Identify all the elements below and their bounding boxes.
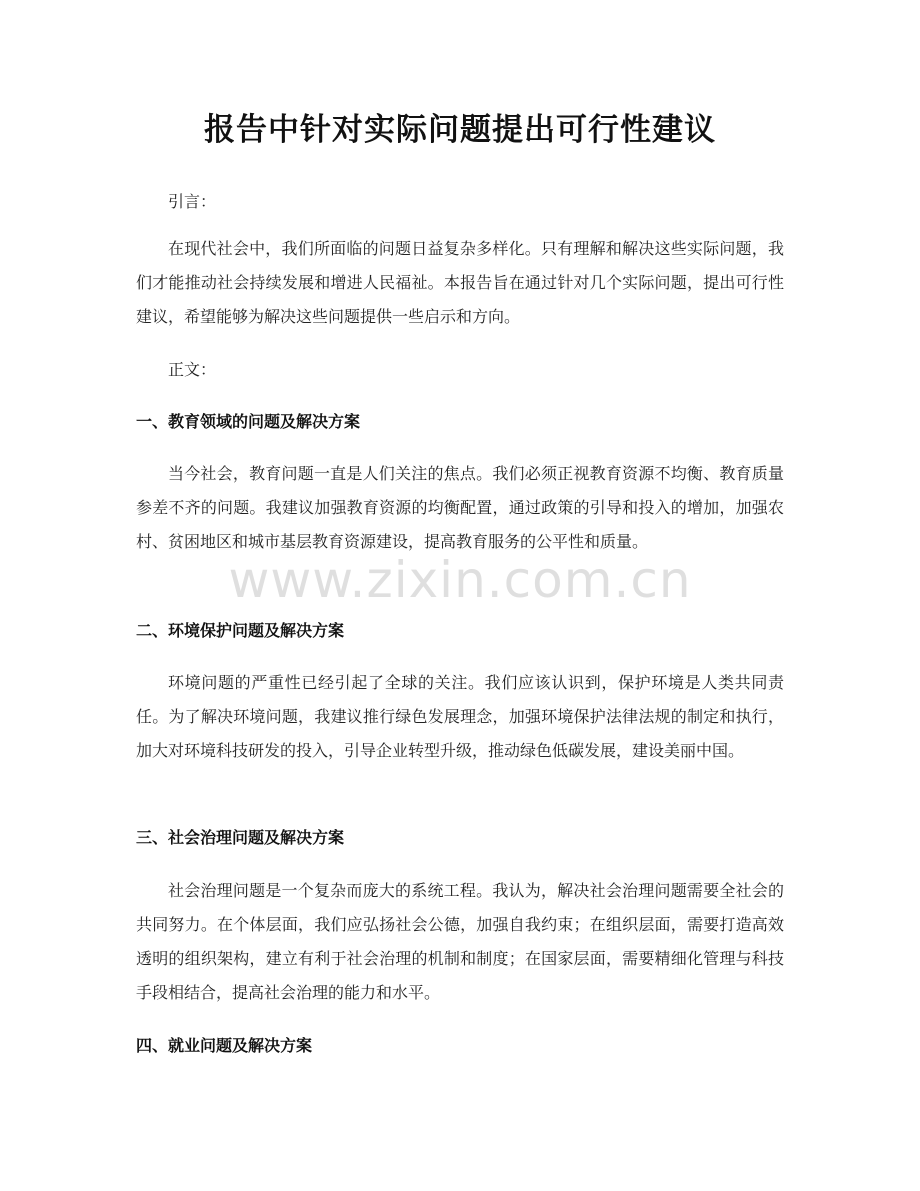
intro-paragraph: 在现代社会中，我们所面临的问题日益复杂多样化。只有理解和解决这些实际问题，我们才能推动社会持续发展和增进人民福祉。本报告旨在通过针对几个实际问题，提出可行性建议，希望能够为解决这些问题提供一些启示和方向。 — [136, 239, 784, 326]
section-heading-governance: 三、社会治理问题及解决方案 — [136, 828, 345, 847]
intro-label: 引言： — [168, 192, 217, 211]
section-heading-environment: 二、环境保护问题及解决方案 — [136, 621, 345, 640]
body-label: 正文： — [168, 360, 217, 379]
section-paragraph-environment: 环境问题的严重性已经引起了全球的关注。我们应该认识到，保护环境是人类共同责任。为了解决环境问题，我建议推行绿色发展理念，加强环境保护法律法规的制定和执行，加大对环境科技研发的投入，引导企业转型升级，推动绿色低碳发展，建设美丽中国。 — [136, 673, 784, 760]
section-paragraph-education: 当今社会，教育问题一直是人们关注的焦点。我们必须正视教育资源不均衡、教育质量参差不齐的问题。我建议加强教育资源的均衡配置，通过政策的引导和投入的增加，加强农村、贫困地区和城市基层教育资源建设，提高教育服务的公平性和质量。 — [136, 464, 784, 551]
section-heading-education: 一、教育领域的问题及解决方案 — [136, 412, 361, 431]
watermark: www.zixin.com.cn — [228, 551, 692, 609]
section-heading-employment: 四、就业问题及解决方案 — [136, 1036, 313, 1055]
document-title: 报告中针对实际问题提出可行性建议 — [204, 112, 716, 148]
section-paragraph-governance: 社会治理问题是一个复杂而庞大的系统工程。我认为，解决社会治理问题需要全社会的共同努力。在个体层面，我们应弘扬社会公德，加强自我约束；在组织层面，需要打造高效透明的组织架构，建立有利于社会治理的机制和制度；在国家层面，需要精细化管理与科技手段相结合，提高社会治理的能力和水平。 — [136, 881, 784, 1002]
